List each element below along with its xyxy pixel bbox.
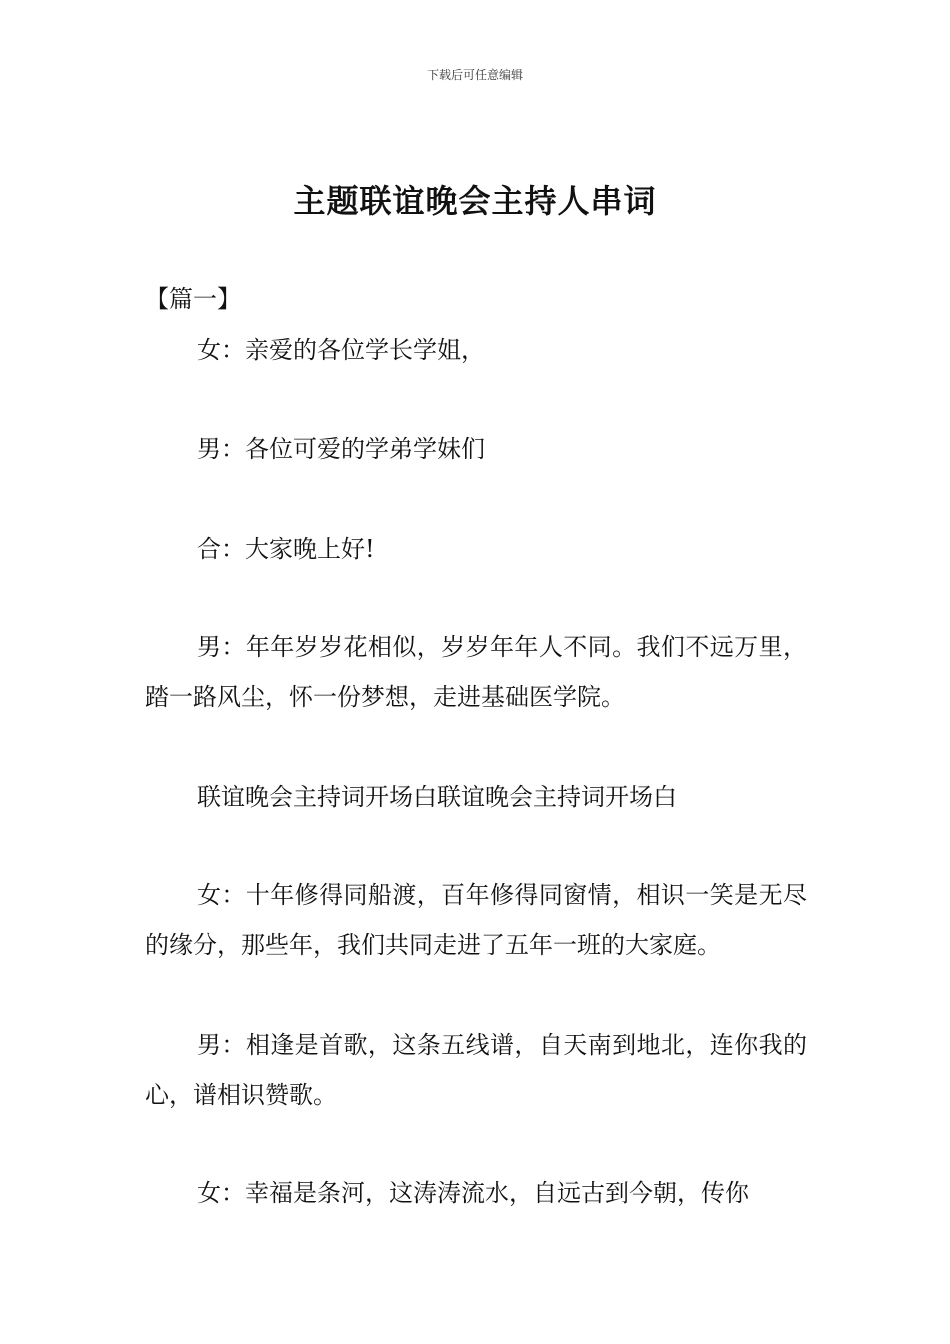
paragraph: 男：相逢是首歌，这条五线谱，自天南到地北，连你我的心，谱相识赞歌。 xyxy=(145,1031,807,1109)
section-label: 【篇一】 xyxy=(145,285,241,313)
paragraph: 男：各位可爱的学弟学妹们 xyxy=(197,435,485,463)
paragraph: 男：年年岁岁花相似，岁岁年年人不同。我们不远万里，踏一路风尘，怀一份梦想，走进基础医学院。 xyxy=(145,633,807,711)
paragraph: 联谊晚会主持词开场白联谊晚会主持词开场白 xyxy=(197,783,677,811)
page-header-note: 下载后可任意编辑 xyxy=(426,68,523,82)
document-title: 主题联谊晚会主持人串词 xyxy=(293,182,657,220)
paragraph: 女：亲爱的各位学长学姐， xyxy=(197,336,485,364)
paragraph: 女：幸福是条河，这涛涛流水，自远古到今朝，传你 xyxy=(197,1179,749,1207)
paragraph: 合：大家晚上好! xyxy=(197,535,375,563)
paragraph: 女：十年修得同船渡，百年修得同窗情，相识一笑是无尽的缘分，那些年，我们共同走进了五年一班的大家庭。 xyxy=(145,881,807,959)
